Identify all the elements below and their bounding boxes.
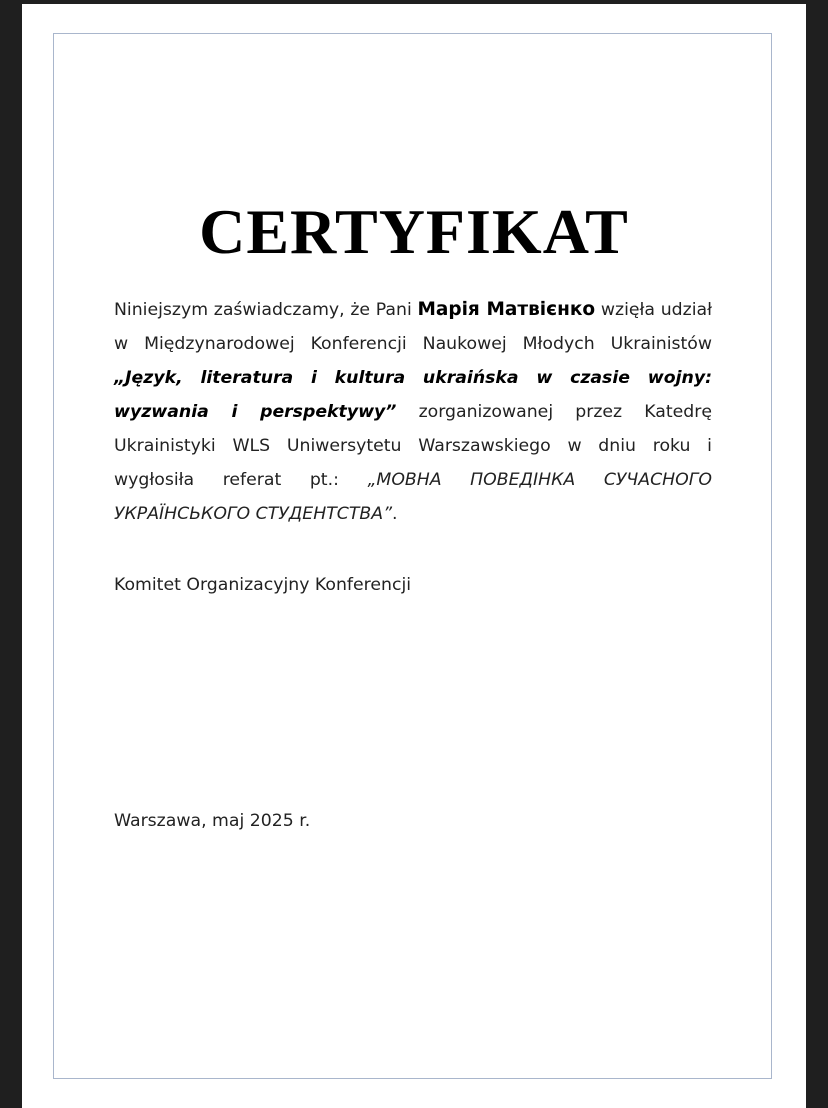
recipient-name: Марія Матвієнко <box>417 299 596 320</box>
body-organizer: zorganizowanej przez Katedrę Ukrainistyki WLS Uniwersytetu Warszawskiego w dniu roku i wygłosiła referat pt.: <box>114 402 712 490</box>
paper-title: „МОВНА ПОВЕДІНКА СУЧАСНОГО УКРАЇНСЬКОГО СТУДЕНТСТВА” <box>114 470 712 524</box>
certificate-body <box>114 293 712 531</box>
body-participation: wzięła udział w Międzynarodowej Konferencji Naukowej Młodych Ukrainistów <box>114 300 713 354</box>
conference-title: „Język, literatura i kultura ukraińska w czasie wojny: wyzwania i perspektywy” <box>114 368 712 422</box>
page-border <box>53 33 772 1079</box>
committee-signature: Komitet Organizacyjny Konferencji <box>114 575 412 595</box>
body-intro: Niniejszym zaświadczamy, że Pani <box>114 300 418 320</box>
body-end: . <box>392 504 398 524</box>
certificate-title: CERTYFIKAT <box>199 196 629 267</box>
place-and-date: Warszawa, maj 2025 r. <box>114 811 311 831</box>
certificate-page <box>22 4 806 1108</box>
